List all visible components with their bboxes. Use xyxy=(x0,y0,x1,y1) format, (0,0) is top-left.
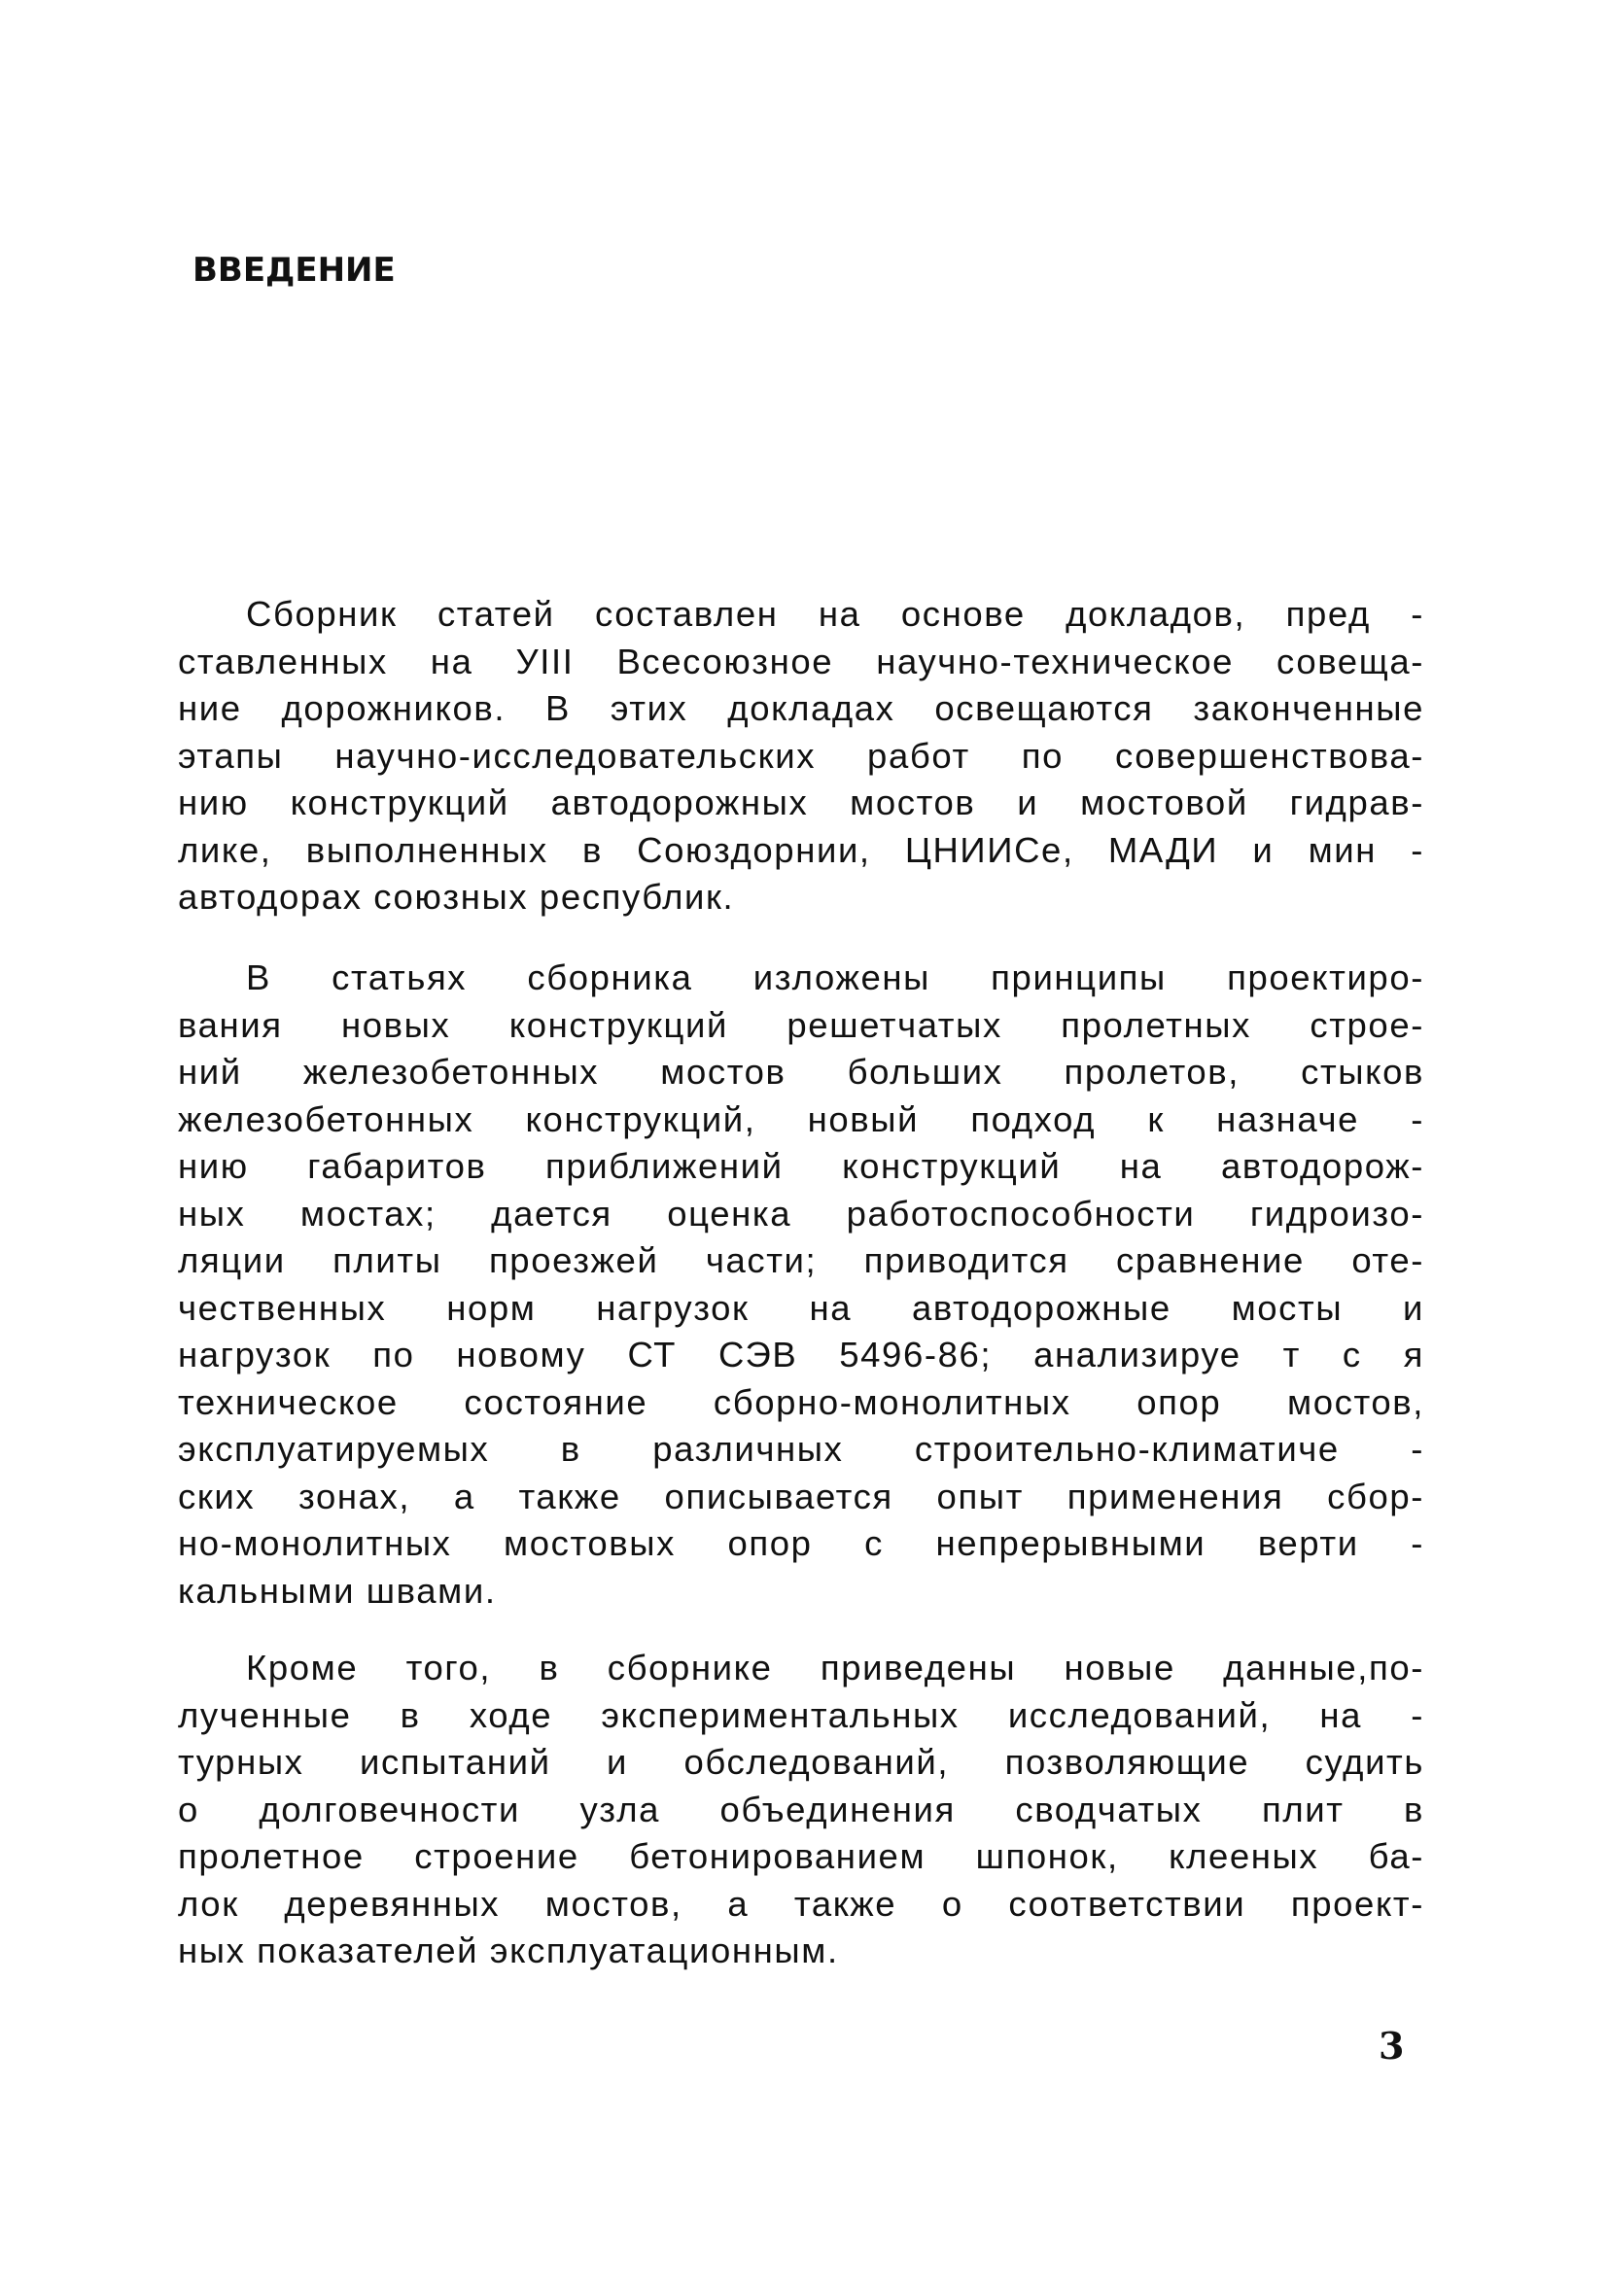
text-line: лике, выполненных в Союздорнии, ЦНИИСе, МАДИ и мин - xyxy=(178,829,1424,870)
paragraph-2 xyxy=(178,955,1424,1615)
text-line: турных испытаний и обследований, позволяющие судить xyxy=(178,1742,1424,1782)
text-line: железобетонных конструкций, новый подход к назначе - xyxy=(178,1098,1424,1139)
text-line: но-монолитных мостовых опор с непрерывными верти - xyxy=(178,1523,1424,1563)
text-line: нию конструкций автодорожных мостов и мостовой гидрав- xyxy=(178,783,1424,822)
text-line: В статьях сборника изложены принципы проектиро- xyxy=(246,957,1424,997)
text-line: Кроме того, в сборнике приведены новые данные,по- xyxy=(246,1648,1424,1687)
text-line: техническое состояние сборно-монолитных опор мостов, xyxy=(178,1381,1424,1422)
text-line: вания новых конструкций решетчатых пролетных строе- xyxy=(178,1004,1424,1045)
text-line: эксплуатируемых в различных строительно-климатиче - xyxy=(178,1429,1424,1469)
text-line: ние дорожников. В этих докладах освещаются законченные xyxy=(178,688,1424,728)
text-line: нию габаритов приближений конструкций на автодорож- xyxy=(178,1146,1424,1186)
text-line: о долговечности узла объединения сводчатых плит в xyxy=(178,1789,1424,1829)
page-number: 3 xyxy=(1379,2024,1405,2068)
text-line: этапы научно-исследовательских работ по совершенствова- xyxy=(178,735,1424,776)
page-heading: ВВЕДЕНИЕ xyxy=(192,251,396,290)
text-line: лок деревянных мостов, а также о соответствии проект- xyxy=(178,1883,1424,1924)
text-line: пролетное строение бетонированием шпонок, клееных ба- xyxy=(178,1836,1424,1876)
text-line: нагрузок по новому СТ СЭВ 5496-86; анализируе т с я xyxy=(178,1335,1424,1374)
text-line: ских зонах, а также описывается опыт применения сбор- xyxy=(178,1476,1424,1516)
text-line: автодорах союзных республик. xyxy=(178,877,735,917)
paragraph-1 xyxy=(178,591,1424,922)
text-line: кальными швами. xyxy=(178,1570,497,1611)
text-line: ставленных на УIII Всесоюзное научно-техническое совеща- xyxy=(178,641,1424,681)
paragraph-3 xyxy=(178,1645,1424,1975)
text-line: ний железобетонных мостов больших пролетов, стыков xyxy=(178,1052,1424,1092)
text-line: ных показателей эксплуатационным. xyxy=(178,1931,839,1970)
text-line: ляции плиты проезжей части; приводится сравнение оте- xyxy=(178,1240,1424,1280)
text-line: Сборник статей составлен на основе докладов, пред - xyxy=(246,594,1424,634)
text-line: чественных норм нагрузок на автодорожные мосты и xyxy=(178,1287,1424,1328)
text-line: ных мостах; дается оценка работоспособности гидроизо- xyxy=(178,1193,1424,1234)
text-line: лученные в ходе экспериментальных исследований, на - xyxy=(178,1694,1424,1735)
